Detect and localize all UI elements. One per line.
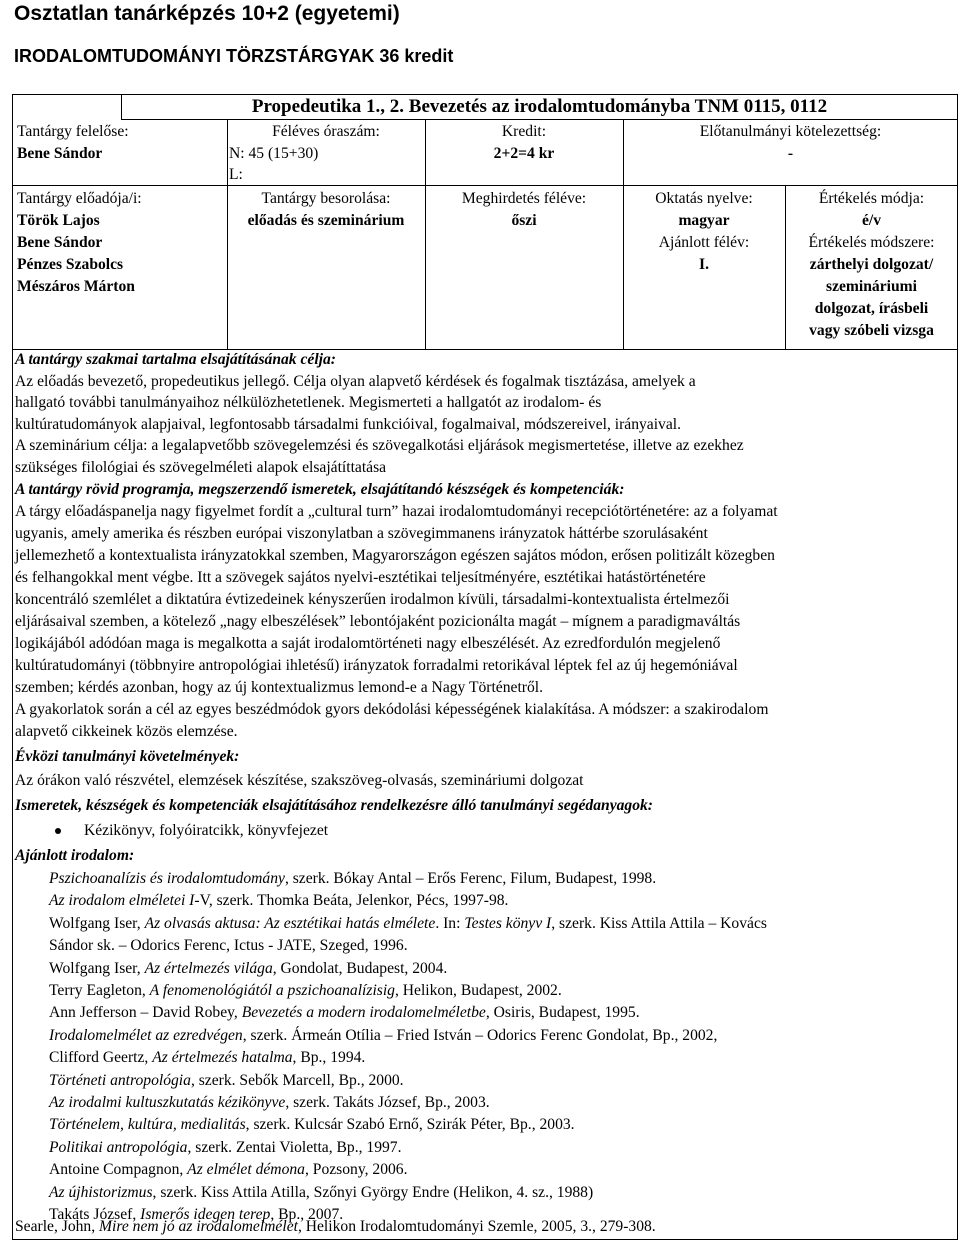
meghirdetes-label: Meghirdetés féléve: — [461, 190, 587, 207]
reference-part: . In: — [435, 914, 465, 932]
reference-part: Clifford Geertz, — [49, 1049, 153, 1067]
reference-part: Pszichoanalízis és irodalomtudomány — [49, 870, 285, 887]
reference-part: Irodalomelmélet az ezredvégen — [49, 1026, 243, 1044]
reference-item — [49, 1159, 949, 1181]
program-heading: A tantárgy rövid programja, megszerzendő ismeretek, elsajátítandó készségek és kompetenciák: — [15, 481, 625, 498]
ertekeles-modszer-4: vagy szóbeli vizsga — [809, 322, 934, 339]
reference-part: Takáts József, — [49, 1206, 141, 1223]
eloteljesites-value: - — [787, 145, 794, 162]
reference-part: Történelem, kultúra, medialitás — [49, 1116, 246, 1134]
reference-part: , szerk. Takáts József, Bp., 2003. — [285, 1094, 490, 1111]
reference-part: Ann Jefferson – David Robey, — [49, 1004, 242, 1022]
besorolas-label: Tantárgy besorolása: — [261, 190, 391, 207]
oraszam-n: N: 45 (15+30) — [229, 145, 319, 162]
ismeretek-bullet-text: Kézikönyv, folyóiratcikk, könyvfejezet — [84, 822, 329, 839]
evkozi-text: Az órákon való részvétel, elemzések készítése, szakszöveg-olvasás, szemináriumi dolgozat — [15, 772, 584, 789]
besorolas-value: előadás és szeminárium — [247, 212, 405, 229]
reference-last — [15, 1216, 953, 1238]
document-title: Osztatlan tanárképzés 10+2 (egyetemi) — [14, 2, 400, 25]
reference-part: , Gondolat, Budapest, 2004. — [272, 959, 448, 977]
evkozi-heading: Évközi tanulmányi követelmények: — [15, 748, 240, 765]
reference-part: , szerk. Sebők Marcell, Bp., 2000. — [190, 1071, 404, 1089]
reference-part: , Helikon, Budapest, 2002. — [394, 982, 562, 999]
reference-part: Az értelmezés hatalma — [152, 1049, 293, 1067]
ertekeles-modszer-label: Értékelés módszere: — [808, 234, 935, 251]
program-p1-l2: ugyanis, amely amerika és részben európai viszonylatban a szövegimmanens irányzatok háttérbe szorulásaként — [15, 525, 708, 542]
reference-part: Terry Eagleton, — [49, 982, 150, 999]
reference-part: , Helikon Irodalomtudományi Szemle, 2005, 3., 279-308. — [297, 1218, 656, 1235]
oraszam-l: L: — [229, 166, 243, 183]
reference-item — [49, 1092, 949, 1114]
bullet-icon — [55, 828, 61, 834]
reference-part: Az elmélet démona — [187, 1161, 305, 1179]
reference-part: Mire nem jó az irodalomelmélet — [99, 1218, 298, 1235]
reference-part: Sándor sk. – Odorics Ferenc, Ictus - JATE, Szeged, 1996. — [49, 937, 408, 955]
program-p1-l5: koncentráló szemlélet a diktatúra évtizedeinek kényszerűen irodalmon kívüli, társadalmi-kontextualista értelmezői — [15, 591, 730, 608]
program-p1-l3: jellemezhető a kontextualista irányzatokkal szemben, Magyarországon egészen sajátos módon, erősen politizált közegben — [15, 547, 775, 564]
kredit-value: 2+2=4 kr — [493, 145, 555, 162]
reference-part: , szerk. Ármeán Otília – Fried István – Odorics Ferenc Gondolat, Bp., 2002, — [242, 1026, 718, 1044]
reference-part: Antoine Compagnon, — [49, 1161, 188, 1179]
eloadok-label: Tantárgy előadója/i: — [17, 190, 142, 207]
reference-part: , szerk. Zentai Violetta, Bp., 1997. — [187, 1138, 402, 1156]
ertekeles-modszer-3: dolgozat, írásbeli — [814, 300, 929, 317]
reference-item — [49, 1137, 949, 1159]
cel-p2-l2: szükséges filológiai és szövegelméleti alapok elsajátíttatása — [15, 459, 387, 476]
reference-part: Searle, John, — [15, 1218, 100, 1235]
reference-part: Az értelmezés világa — [144, 959, 273, 977]
reference-item — [49, 958, 949, 980]
reference-item — [49, 1047, 949, 1069]
reference-part: Történeti antropológia — [49, 1071, 191, 1089]
reference-part: Az olvasás aktusa: Az esztétikai hatás elmélete — [144, 914, 436, 932]
reference-part: A fenomenológiától a pszichoanalízisig — [149, 982, 395, 999]
reference-part: Ismerős idegen terep — [140, 1206, 271, 1223]
reference-part: -V, szerk. Thomka Beáta, Jelenkor, Pécs, 1997-98. — [194, 892, 509, 910]
reference-part: , Bp., 2007. — [270, 1206, 344, 1223]
meghirdetes-value: őszi — [511, 212, 537, 229]
reference-item — [49, 913, 949, 935]
cel-p1-l3: kultúratudományok alapjaival, legfontosabb társadalmi funkcióival, fogalmaival, módszereivel, irányaival. — [15, 416, 681, 433]
reference-part: , Bp., 1994. — [292, 1049, 366, 1067]
program-p2-l2: alapvető cikkeinek közös elemzése. — [15, 723, 238, 740]
ertekeles-mod-value: é/v — [861, 212, 882, 229]
reference-part: Wolfgang Iser, — [49, 914, 145, 932]
reference-item — [49, 1114, 949, 1136]
cel-p1-l2: hallgató további tanulmányaihoz nélkülözhetetlenek. Megismerteti a hallgatót az irodalom- és — [15, 394, 602, 411]
oraszam-label: Féléves óraszám: — [272, 123, 380, 140]
irodalom-heading: Ajánlott irodalom: — [15, 847, 135, 864]
reference-part: Az irodalmi kultuszkutatás kézikönyve — [49, 1094, 286, 1111]
reference-part: Wolfgang Iser, — [49, 959, 145, 977]
reference-part: Az újhistorizmus — [49, 1183, 153, 1201]
nyelv-label: Oktatás nyelve: — [655, 190, 753, 207]
nyelv-value: magyar — [678, 212, 730, 229]
reference-item — [49, 1025, 949, 1047]
ertekeles-modszer-2: szemináriumi — [826, 278, 917, 295]
program-p1-l8: kultúratudományi (többnyire antropológiai ihletésű) irányzatok forradalmi retorikával léptek fel az új hegemóniával — [15, 657, 738, 674]
course-title: Propedeutika 1., 2. Bevezetés az irodalomtudományba TNM 0115, 0112 — [251, 96, 828, 117]
program-p1-l7: logikájából adódóan maga is megalkotta a saját irodalomtörténeti nagy elbeszélését. Az ezredfordulón megjelenő — [15, 635, 721, 652]
reference-part: , Pozsony, 2006. — [304, 1161, 408, 1179]
document-subtitle: IRODALOMTUDOMÁNYI TÖRZSTÁRGYAK 36 kredit — [14, 46, 454, 66]
ertekeles-modszer-1: zárthelyi dolgozat/ — [809, 256, 934, 273]
reference-item — [49, 1182, 949, 1204]
ismeretek-list — [15, 820, 953, 842]
reference-part: , Osiris, Budapest, 1995. — [485, 1004, 640, 1022]
reference-part: Politikai antropológia — [49, 1138, 188, 1156]
course-table — [12, 94, 958, 1240]
program-p1-l6: eljárásaival szemben, a kötelező „nagy elbeszélések” lebontójaként pozicionálta magát – mígnem a paradigmaváltás — [15, 613, 741, 630]
reference-part: Testes könyv I — [464, 914, 552, 932]
reference-item — [49, 980, 949, 1002]
kredit-label: Kredit: — [501, 123, 547, 140]
ismeretek-heading: Ismeretek, készségek és kompetenciák elsajátításához rendelkezésre álló tanulmányi segédanyagok: — [15, 797, 653, 814]
eloado-3: Pénzes Szabolcs — [17, 256, 124, 273]
reference-item — [49, 1002, 949, 1024]
program-p2-l1: A gyakorlatok során a cél az egyes beszédmódok gyors dekódolási képességének kialakítása. A módszer: a szakirodalom — [15, 701, 769, 718]
program-p1-l9: szemben; kérdés azonban, hogy az új kontextualizmus lemond-e a Nagy Történetről. — [15, 679, 543, 696]
reference-item — [49, 868, 949, 890]
cel-p2-l1: A szeminárium célja: a legalapvetőbb szövegelemzési és szövegalkotási eljárások megismertetése, illetve az ezekhez — [15, 437, 744, 454]
reference-part: Bevezetés a modern irodalomelméletbe — [241, 1004, 486, 1022]
reference-item — [49, 890, 949, 912]
eloado-2: Bene Sándor — [17, 234, 103, 251]
ertekeles-mod-label: Értékelés módja: — [818, 190, 925, 207]
reference-part: Az irodalom elméletei I — [49, 892, 195, 910]
eloteljesites-label: Előtanulmányi kötelezettség: — [699, 123, 882, 140]
eloado-1: Török Lajos — [17, 212, 100, 229]
cel-p1-l1: Az előadás bevezető, propedeutikus jellegő. Célja olyan alapvető kérdések és fogalmak tisztázása, amelyek a — [15, 373, 696, 390]
program-p1-l4: és felhangokkal ment végbe. Itt a szövegek sajátos nyelvi-esztétikai teljesítményére, esztétikai hatástörténetére — [15, 569, 706, 586]
eloado-4: Mészáros Márton — [17, 278, 135, 295]
felelos-label: Tantárgy felelőse: — [17, 123, 129, 140]
program-p1-l1: A tárgy előadáspanelja nagy figyelmet fordít a „cultural turn” hazai irodalomtudományi recepciótörténetére: az a folyamat — [15, 503, 778, 520]
felelos-value: Bene Sándor — [17, 145, 103, 162]
reference-item — [49, 935, 949, 957]
reference-item — [49, 1070, 949, 1092]
reference-part: , szerk. Bókay Antal – Erős Ferenc, Filum, Budapest, 1998. — [284, 870, 657, 887]
reference-part: , szerk. Kulcsár Szabó Ernő, Szirák Péter, Bp., 2003. — [245, 1116, 575, 1134]
cel-heading: A tantárgy szakmai tartalma elsajátításának célja: — [15, 351, 336, 368]
ajanlott-label: Ajánlott félév: — [658, 234, 750, 251]
reference-part: , szerk. Kiss Attila Atilla, Szőnyi György Endre (Helikon, 4. sz., 1988) — [152, 1183, 594, 1201]
reference-part: , szerk. Kiss Attila Attila – Kovács — [551, 914, 767, 932]
ajanlott-value: I. — [699, 256, 709, 273]
